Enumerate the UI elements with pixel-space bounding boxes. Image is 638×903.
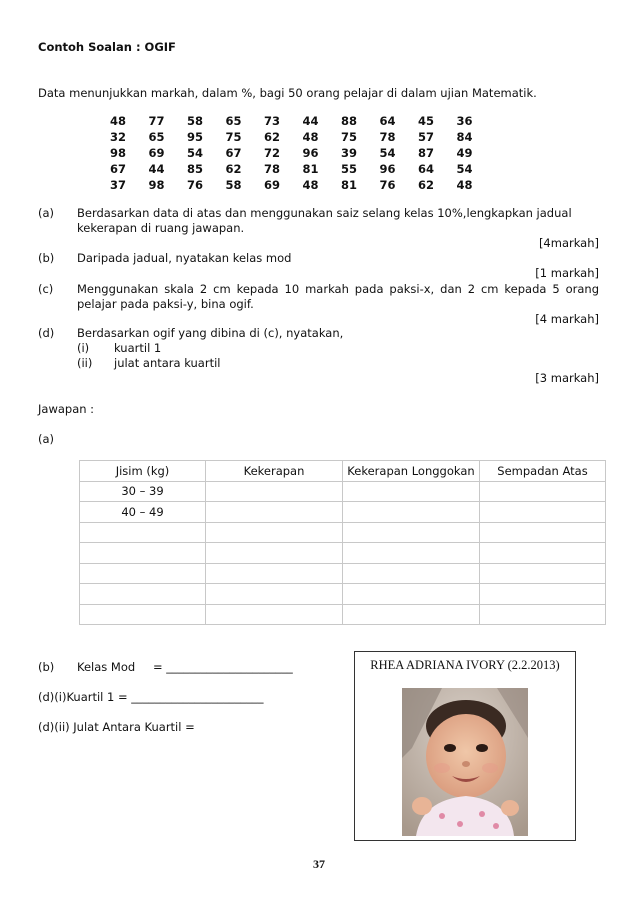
answer-b-text: Kelas Mod (77, 660, 136, 674)
table-cell[interactable] (343, 522, 480, 543)
table-cell[interactable] (206, 604, 343, 625)
answer-a-label: (a) (38, 432, 55, 446)
table-row (80, 584, 606, 605)
photo-box (354, 651, 576, 841)
grid-cell: 48 (456, 178, 473, 192)
grid-cell: 77 (148, 114, 165, 128)
grid-cell: 58 (187, 114, 204, 128)
question-d-sub1-text: kuartil 1 (114, 341, 162, 355)
question-b-label: (b) (38, 251, 55, 265)
grid-cell: 54 (187, 146, 204, 160)
grid-row (110, 177, 495, 193)
table-cell[interactable] (343, 563, 480, 584)
grid-cell: 76 (379, 178, 396, 192)
grid-cell: 64 (379, 114, 396, 128)
question-c-marks: [4 markah] (535, 312, 599, 326)
photo-caption: RHEA ADRIANA IVORY (2.2.2013) (370, 658, 560, 672)
table-cell[interactable] (480, 502, 606, 523)
table-header-jisim: Jisim (kg) (80, 461, 206, 482)
table-cell[interactable] (80, 563, 206, 584)
grid-cell: 72 (264, 146, 281, 160)
table-row (80, 522, 606, 543)
table-cell[interactable] (206, 522, 343, 543)
grid-cell: 96 (379, 162, 396, 176)
question-b-marks: [1 markah] (535, 266, 599, 280)
grid-cell: 62 (225, 162, 242, 176)
grid-cell: 87 (418, 146, 435, 160)
answer-heading: Jawapan : (38, 402, 95, 416)
grid-cell: 54 (379, 146, 396, 160)
grid-cell: 62 (418, 178, 435, 192)
grid-row (110, 113, 495, 129)
table-cell[interactable]: 30 – 39 (80, 481, 206, 502)
answer-b-label: (b) (38, 660, 55, 674)
grid-cell: 75 (225, 130, 242, 144)
question-a-label: (a) (38, 206, 55, 220)
table-cell[interactable] (206, 563, 343, 584)
grid-cell: 37 (110, 178, 127, 192)
table-cell[interactable] (343, 481, 480, 502)
grid-cell: 55 (341, 162, 358, 176)
table-cell[interactable] (480, 481, 606, 502)
question-d-marks: [3 markah] (535, 371, 599, 385)
question-a-marks: [4markah] (538, 236, 599, 250)
grid-row (110, 161, 495, 177)
grid-cell: 36 (456, 114, 473, 128)
grid-cell: 85 (187, 162, 204, 176)
grid-cell: 81 (341, 178, 358, 192)
grid-cell: 76 (187, 178, 204, 192)
grid-row (110, 129, 495, 145)
table-row (80, 563, 606, 584)
answer-b-blank[interactable]: = ______________________ (153, 660, 293, 674)
grid-cell: 78 (264, 162, 281, 176)
grid-cell: 69 (264, 178, 281, 192)
grid-cell: 69 (148, 146, 165, 160)
grid-cell: 44 (302, 114, 319, 128)
table-cell[interactable] (480, 604, 606, 625)
table-cell[interactable] (480, 584, 606, 605)
grid-cell: 98 (148, 178, 165, 192)
grid-cell: 39 (341, 146, 358, 160)
table-cell[interactable] (206, 502, 343, 523)
table-cell[interactable] (480, 543, 606, 564)
table-cell[interactable]: 40 – 49 (80, 502, 206, 523)
table-cell[interactable] (80, 604, 206, 625)
grid-cell: 48 (302, 178, 319, 192)
grid-cell: 95 (187, 130, 204, 144)
marks-data-grid (110, 113, 495, 193)
grid-cell: 65 (148, 130, 165, 144)
grid-cell: 67 (110, 162, 127, 176)
table-cell[interactable] (343, 543, 480, 564)
grid-cell: 78 (379, 130, 396, 144)
table-row (80, 543, 606, 564)
grid-cell: 49 (456, 146, 473, 160)
question-c-label: (c) (38, 282, 54, 296)
grid-cell: 84 (456, 130, 473, 144)
table-cell[interactable] (480, 563, 606, 584)
table-header-kekerapan: Kekerapan (206, 461, 343, 482)
grid-cell: 96 (302, 146, 319, 160)
question-c-text: Menggunakan skala 2 cm kepada 10 markah pada paksi-x, dan 2 cm kepada 5 orang pelajar pada paksi-y, bina ogif. (77, 282, 599, 311)
answer-d2-text[interactable]: (d)(ii) Julat Antara Kuartil = (38, 720, 195, 734)
grid-cell: 88 (341, 114, 358, 128)
table-header-kekerapan-longgokan: Kekerapan Longgokan (343, 461, 480, 482)
frequency-table (79, 460, 606, 625)
table-cell[interactable] (80, 543, 206, 564)
question-a-text: Berdasarkan data di atas dan menggunakan saiz selang kelas 10%,lengkapkan jadual kekerapan di ruang jawapan. (77, 206, 572, 235)
page-number: 37 (313, 857, 325, 871)
grid-cell: 81 (302, 162, 319, 176)
grid-cell: 67 (225, 146, 242, 160)
table-cell[interactable] (343, 584, 480, 605)
question-d-label: (d) (38, 326, 55, 340)
grid-cell: 62 (264, 130, 281, 144)
grid-cell: 48 (302, 130, 319, 144)
grid-cell: 48 (110, 114, 127, 128)
table-cell[interactable] (80, 584, 206, 605)
table-row (80, 481, 606, 502)
grid-cell: 58 (225, 178, 242, 192)
table-row (80, 502, 606, 523)
grid-cell: 73 (264, 114, 281, 128)
grid-cell: 75 (341, 130, 358, 144)
baby-photo (402, 688, 528, 836)
table-cell[interactable] (80, 522, 206, 543)
table-cell[interactable] (480, 522, 606, 543)
grid-cell: 45 (418, 114, 435, 128)
table-cell[interactable] (206, 584, 343, 605)
question-d-sub2-text: julat antara kuartil (114, 356, 221, 370)
grid-cell: 57 (418, 130, 435, 144)
table-cell[interactable] (343, 502, 480, 523)
table-cell[interactable] (343, 604, 480, 625)
grid-cell: 65 (225, 114, 242, 128)
intro-text: Data menunjukkan markah, dalam %, bagi 50 orang pelajar di dalam ujian Matematik. (38, 86, 537, 100)
grid-cell: 54 (456, 162, 473, 176)
grid-cell: 98 (110, 146, 127, 160)
grid-cell: 64 (418, 162, 435, 176)
question-d-text: Berdasarkan ogif yang dibina di (c), nyatakan, (77, 326, 344, 340)
grid-cell: 44 (148, 162, 165, 176)
grid-cell: 32 (110, 130, 127, 144)
answer-d1-text[interactable]: (d)(i)Kuartil 1 = _______________________ (38, 690, 264, 704)
page-title: Contoh Soalan : OGIF (38, 40, 176, 54)
question-b-text: Daripada jadual, nyatakan kelas mod (77, 251, 292, 265)
question-d-sub2-label: (ii) (77, 356, 93, 370)
table-row (80, 604, 606, 625)
table-cell[interactable] (206, 481, 343, 502)
table-header-sempadan-atas: Sempadan Atas (480, 461, 606, 482)
table-cell[interactable] (206, 543, 343, 564)
grid-row (110, 145, 495, 161)
question-d-sub1-label: (i) (77, 341, 90, 355)
